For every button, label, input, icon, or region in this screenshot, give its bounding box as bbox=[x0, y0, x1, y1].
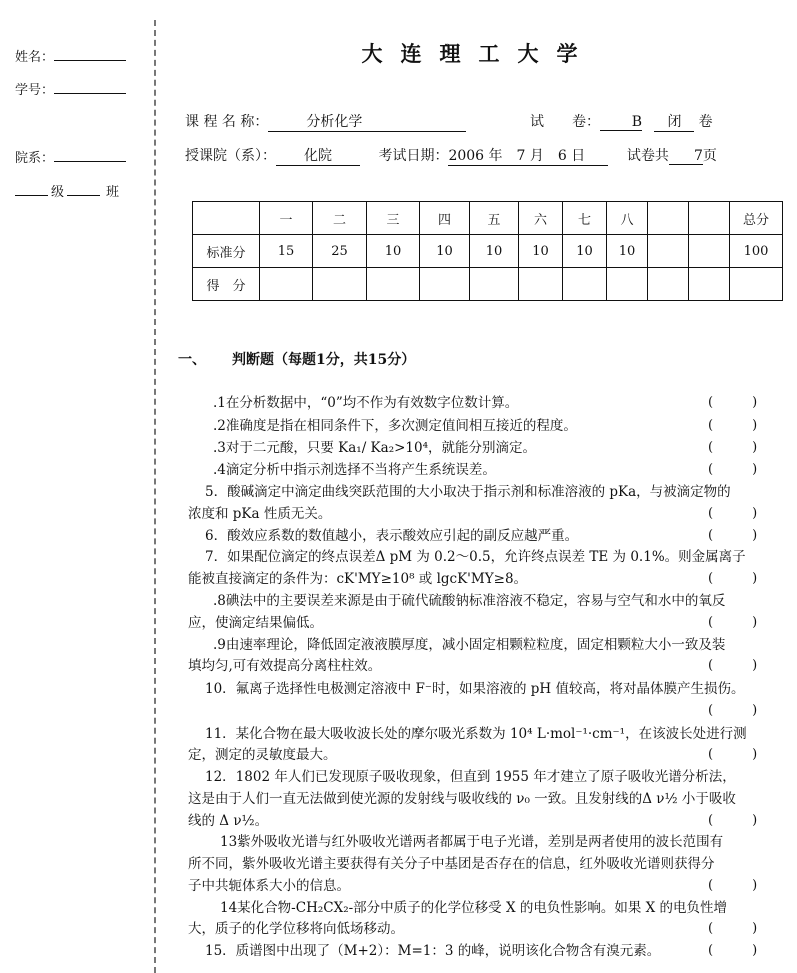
question-text-line: 14某化合物-CH₂CX₂-部分中质子的化学位移受 X 的电负性影响。如果 X 的电负性增 bbox=[220, 900, 728, 916]
row-label-cell: 得 分 bbox=[193, 268, 260, 301]
course-value: 分析化学 bbox=[268, 111, 466, 132]
course-line bbox=[185, 111, 466, 132]
score-cell[interactable] bbox=[648, 268, 689, 301]
score-table-row bbox=[193, 235, 783, 268]
score-cell: 总分 bbox=[730, 202, 783, 235]
exam-date-label: 考试日期： bbox=[378, 148, 449, 164]
score-cell: 八 bbox=[607, 202, 648, 235]
score-table-row bbox=[193, 268, 783, 301]
answer-blank[interactable]: ( ) bbox=[708, 747, 758, 762]
answer-blank[interactable]: ( ) bbox=[708, 658, 758, 673]
answer-blank[interactable]: ( ) bbox=[708, 440, 758, 455]
score-cell: 三 bbox=[367, 202, 420, 235]
answer-blank[interactable]: ( ) bbox=[708, 528, 758, 543]
pages-value: 7 bbox=[669, 148, 703, 165]
question-text-line: 大，质子的化学位移将向低场移动。 bbox=[188, 921, 404, 937]
question-text-line: 子中共轭体系大小的信息。 bbox=[188, 878, 350, 894]
class-label: 班 bbox=[106, 185, 120, 200]
question-text-line: .8碘法中的主要误差来源是由于硫代硫酸钠标准溶液不稳定，容易与空气和水中的氧反 bbox=[213, 593, 726, 609]
score-cell: 10 bbox=[519, 235, 563, 268]
score-cell bbox=[648, 235, 689, 268]
score-cell: 四 bbox=[420, 202, 470, 235]
answer-blank[interactable]: ( ) bbox=[708, 878, 758, 893]
closed-book-suffix: 卷 bbox=[698, 114, 713, 130]
name-label: 姓名： bbox=[15, 50, 55, 65]
pages-suffix: 页 bbox=[702, 148, 717, 164]
pages-label: 试卷共 bbox=[626, 148, 669, 164]
question-text-line: 定，测定的灵敏度最大。 bbox=[188, 747, 337, 763]
student-id-label: 学号： bbox=[15, 83, 55, 98]
question-text-line: .1在分析数据中，“0”均不作为有效数字位数计算。 bbox=[213, 395, 519, 411]
question-text-line: 线的 Δ ν½。 bbox=[188, 813, 269, 829]
question-text-line: 能被直接滴定的条件为：cK'MY≥10⁸ 或 lgcK'MY≥8。 bbox=[188, 571, 528, 587]
score-cell bbox=[648, 202, 689, 235]
score-cell: 二 bbox=[313, 202, 367, 235]
score-cell[interactable] bbox=[689, 268, 730, 301]
score-cell[interactable] bbox=[313, 268, 367, 301]
answer-blank[interactable]: ( ) bbox=[708, 615, 758, 630]
score-cell: 10 bbox=[420, 235, 470, 268]
grade-blank[interactable] bbox=[15, 181, 48, 196]
score-cell: 25 bbox=[313, 235, 367, 268]
question-text-line: 应，使滴定结果偏低。 bbox=[188, 615, 323, 631]
score-cell[interactable] bbox=[367, 268, 420, 301]
score-cell: 10 bbox=[563, 235, 607, 268]
answer-blank[interactable]: ( ) bbox=[708, 943, 758, 958]
score-table-header bbox=[193, 202, 783, 235]
department-label: 院系： bbox=[15, 151, 55, 166]
score-cell[interactable] bbox=[563, 268, 607, 301]
paper-label: 试 卷： bbox=[530, 114, 600, 130]
closed-book-value: 闭 bbox=[654, 111, 694, 132]
college-label: 授课院（系）： bbox=[185, 148, 276, 164]
class-blank[interactable] bbox=[67, 181, 100, 196]
grade-label: 级 bbox=[51, 185, 65, 200]
score-cell[interactable] bbox=[519, 268, 563, 301]
score-cell[interactable] bbox=[607, 268, 648, 301]
question-text-line: 10．氟离子选择性电极测定溶液中 F⁻时，如果溶液的 pH 值较高，将对晶体膜产生损伤。 bbox=[205, 681, 745, 697]
binding-cut-line bbox=[154, 20, 156, 973]
page-title: 大连理工大学 bbox=[361, 41, 596, 66]
score-cell bbox=[689, 202, 730, 235]
department-field[interactable] bbox=[15, 147, 126, 166]
score-cell: 六 bbox=[519, 202, 563, 235]
answer-blank[interactable]: ( ) bbox=[708, 395, 758, 410]
question-text-line: 5．酸碱滴定中滴定曲线突跃范围的大小取决于指示剂和标准溶液的 pKa，与被滴定物的 bbox=[205, 484, 731, 500]
question-text-line: .2准确度是指在相同条件下，多次测定值间相互接近的程度。 bbox=[213, 418, 577, 434]
score-table bbox=[192, 201, 783, 301]
question-text-line: 7．如果配位滴定的终点误差Δ pM 为 0.2～0.5，允许终点误差 TE 为 0.1%。则金属离子 bbox=[205, 549, 746, 565]
student-id-blank[interactable] bbox=[54, 79, 126, 94]
college-value: 化院 bbox=[276, 145, 360, 166]
section-title: 判断题（每题1分，共15分） bbox=[232, 352, 416, 368]
row-label-cell: 标准分 bbox=[193, 235, 260, 268]
course-label: 课 程 名 称： bbox=[185, 114, 269, 130]
score-cell[interactable] bbox=[470, 268, 519, 301]
score-cell: 10 bbox=[367, 235, 420, 268]
score-cell: 五 bbox=[470, 202, 519, 235]
question-text-line: 所不同，紫外吸收光谱主要获得有关分子中基团是否存在的信息，红外吸收光谱则获得分 bbox=[188, 856, 715, 872]
section-number: 一、 bbox=[178, 352, 206, 368]
answer-blank[interactable]: ( ) bbox=[708, 506, 758, 521]
question-text-line: 15．质谱图中出现了（M+2）：M=1：3 的峰，说明该化合物含有溴元素。 bbox=[205, 943, 661, 959]
department-blank[interactable] bbox=[54, 147, 126, 162]
question-text-line: .3对于二元酸，只要 Ka₁/ Ka₂>10⁴，就能分别滴定。 bbox=[213, 440, 537, 456]
question-text-line: .9由速率理论，降低固定液液膜厚度，减小固定相颗粒粒度，固定相颗粒大小一致及装 bbox=[213, 637, 726, 653]
question-text-line: 这是由于人们一直无法做到使光源的发射线与吸收线的 ν₀ 一致。且发射线的Δ ν½ 小于吸收 bbox=[188, 791, 736, 807]
score-cell: 15 bbox=[260, 235, 313, 268]
row-label-cell bbox=[193, 202, 260, 235]
score-cell[interactable] bbox=[730, 268, 783, 301]
paper-line bbox=[530, 111, 712, 132]
info-line bbox=[185, 145, 717, 166]
question-text-line: 12．1802 年人们已发现原子吸收现象，但直到 1955 年才建立了原子吸收光谱分析法， bbox=[205, 769, 736, 785]
score-cell: 10 bbox=[470, 235, 519, 268]
question-text-line: 11．某化合物在最大吸收波长处的摩尔吸光系数为 10⁴ L·mol⁻¹·cm⁻¹，在该波长处进行测 bbox=[205, 726, 747, 742]
exam-date-value: 2006 年 7 月 6 日 bbox=[448, 145, 608, 166]
answer-blank[interactable]: ( ) bbox=[708, 813, 758, 828]
score-cell bbox=[689, 235, 730, 268]
answer-blank[interactable]: ( ) bbox=[708, 571, 758, 586]
score-cell: 10 bbox=[607, 235, 648, 268]
question-text-line: 6．酸效应系数的数值越小，表示酸效应引起的副反应越严重。 bbox=[205, 528, 579, 544]
paper-value: B bbox=[600, 114, 642, 131]
question-text-line: 填均匀,可有效提高分离柱柱效。 bbox=[188, 658, 382, 674]
answer-blank[interactable]: ( ) bbox=[708, 703, 758, 718]
answer-blank[interactable]: ( ) bbox=[708, 418, 758, 433]
score-cell: 100 bbox=[730, 235, 783, 268]
grade-class-field[interactable] bbox=[15, 181, 119, 200]
question-text-line: .4滴定分析中指示剂选择不当将产生系统误差。 bbox=[213, 462, 496, 478]
question-text-line: 浓度和 pKa 性质无关。 bbox=[188, 506, 332, 522]
score-cell: 一 bbox=[260, 202, 313, 235]
section-heading bbox=[178, 349, 415, 369]
score-cell[interactable] bbox=[420, 268, 470, 301]
score-cell: 七 bbox=[563, 202, 607, 235]
score-cell[interactable] bbox=[260, 268, 313, 301]
question-text-line: 13紫外吸收光谱与红外吸收光谱两者都属于电子光谱，差别是两者使用的波长范围有 bbox=[220, 834, 724, 850]
answer-blank[interactable]: ( ) bbox=[708, 921, 758, 936]
student-id-field[interactable] bbox=[15, 79, 126, 98]
answer-blank[interactable]: ( ) bbox=[708, 462, 758, 477]
